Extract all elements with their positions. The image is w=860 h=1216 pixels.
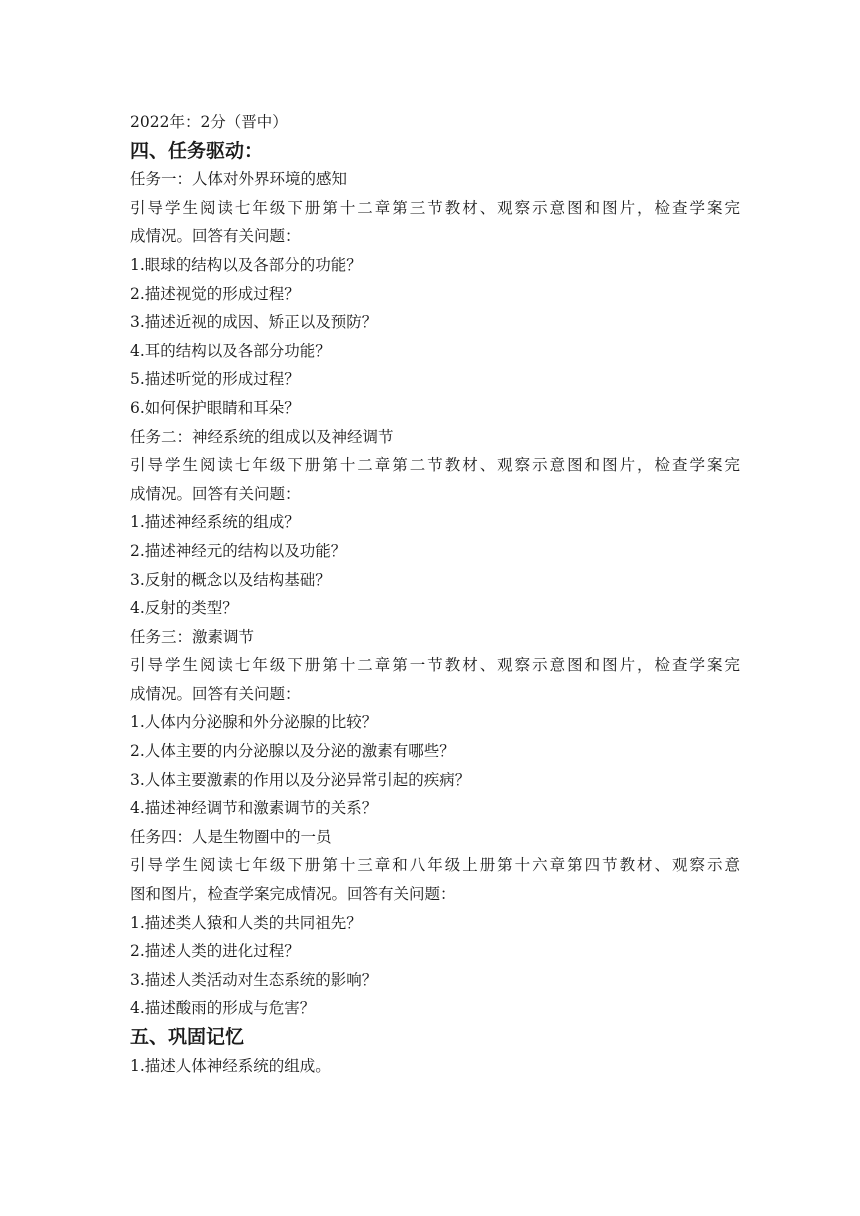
- task-3-question-1: 1.人体内分泌腺和外分泌腺的比较？: [130, 713, 378, 732]
- task-2-intro-line-1: 引导学生阅读七年级下册第十二章第二节教材、观察示意图和图片，检查学案完: [130, 456, 740, 475]
- task-4-question-4: 4.描述酸雨的形成与危害？: [130, 999, 316, 1018]
- task-3-question-3: 3.人体主要激素的作用以及分泌异常引起的疾病？: [130, 770, 471, 789]
- year-score-line: 2022年：2分（晋中）: [130, 113, 288, 131]
- task-4-title: 任务四：人是生物圈中的一员: [130, 827, 332, 846]
- task-1-question-6: 6.如何保护眼睛和耳朵？: [130, 398, 300, 417]
- task-3-intro-line-2: 成情况。回答有关问题：: [130, 684, 301, 703]
- task-4-intro-line-2: 图和图片，检查学案完成情况。回答有关问题：: [130, 885, 456, 904]
- task-4-question-3: 3.描述人类活动对生态系统的影响？: [130, 970, 378, 989]
- task-3-title: 任务三：激素调节: [130, 627, 255, 646]
- task-3-question-2: 2.人体主要的内分泌腺以及分泌的激素有哪些？: [130, 742, 455, 761]
- task-3-question-4: 4.描述神经调节和激素调节的关系？: [130, 799, 378, 818]
- task-2-question-4: 4.反射的类型？: [130, 599, 238, 618]
- section-4-heading: 四、任务驱动：: [130, 139, 264, 162]
- task-2-title: 任务二：神经系统的组成以及神经调节: [130, 427, 394, 446]
- task-1-question-2: 2.描述视觉的形成过程？: [130, 284, 300, 303]
- task-1-question-5: 5.描述听觉的形成过程？: [130, 370, 300, 389]
- task-2-question-1: 1.描述神经系统的组成？: [130, 513, 300, 532]
- task-1-intro-line-1: 引导学生阅读七年级下册第十二章第三节教材、观察示意图和图片，检查学案完: [130, 198, 740, 217]
- task-1-title: 任务一：人体对外界环境的感知: [130, 170, 348, 189]
- task-2-question-2: 2.描述神经元的结构以及功能？: [130, 541, 347, 560]
- task-3-intro-line-1: 引导学生阅读七年级下册第十二章第一节教材、观察示意图和图片，检查学案完: [130, 656, 740, 675]
- task-1-intro-line-2: 成情况。回答有关问题：: [130, 227, 301, 246]
- task-1-question-3: 3.描述近视的成因、矫正以及预防？: [130, 313, 378, 332]
- task-1-question-1: 1.眼球的结构以及各部分的功能？: [130, 255, 362, 274]
- task-4-question-1: 1.描述类人猿和人类的共同祖先？: [130, 913, 362, 932]
- task-2-intro-line-2: 成情况。回答有关问题：: [130, 484, 301, 503]
- task-4-question-2: 2.描述人类的进化过程？: [130, 942, 300, 961]
- section-5-heading: 五、巩固记忆: [130, 1026, 245, 1048]
- task-4-intro-line-1: 引导学生阅读七年级下册第十三章和八年级上册第十六章第四节教材、观察示意: [130, 856, 740, 875]
- task-2-question-3: 3.反射的概念以及结构基础？: [130, 570, 331, 589]
- task-1-question-4: 4.耳的结构以及各部分功能？: [130, 341, 331, 360]
- section-5-question-1: 1.描述人体神经系统的组成。: [130, 1056, 331, 1075]
- document-page: [130, 108, 740, 1080]
